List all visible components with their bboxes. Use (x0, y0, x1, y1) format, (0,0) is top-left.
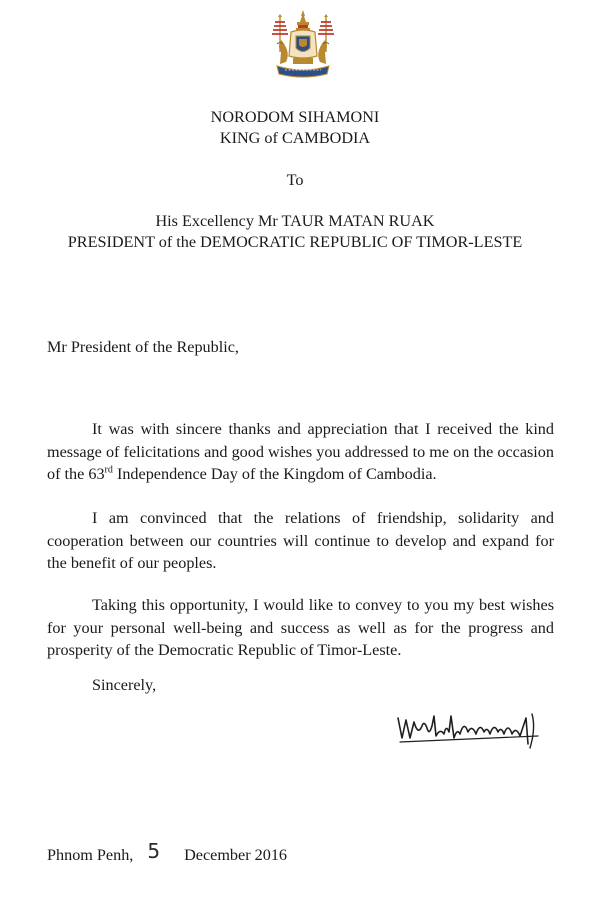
handwritten-signature-icon (394, 706, 544, 752)
recipient-name: His Excellency Mr TAUR MATAN RUAK (155, 212, 435, 230)
paragraph-3: Taking this opportunity, I would like to convey to you my best wishes for your personal well-being and success as well as for the progress and prosperity of the Democratic Republic of Timor-Leste. (47, 596, 554, 659)
sender-title: KING of CAMBODIA (219, 129, 371, 147)
salutation: Mr President of the Republic, (47, 338, 239, 356)
place: Phnom Penh, (47, 846, 134, 864)
paragraph-2: I am convinced that the relations of friendship, solidarity and cooperation between our countries will continue to develop and expand for the benefit of our peoples. (47, 509, 554, 572)
paragraph-1 (47, 418, 554, 486)
to-label: To (286, 171, 304, 189)
place-and-date (47, 839, 288, 865)
ordinal-suffix: rd (104, 464, 113, 476)
recipient-title: PRESIDENT of the DEMOCRATIC REPUBLIC OF TIMOR-LESTE (67, 233, 523, 251)
paragraph-1-tail: Independence Day of the Kingdom of Cambodia. (112, 465, 437, 483)
sender-name: NORODOM SIHAMONI (210, 108, 380, 126)
day-handwritten: 5 (147, 839, 161, 863)
royal-coat-of-arms-icon (263, 8, 343, 84)
month-year: December 2016 (184, 846, 288, 864)
closing: Sincerely, (92, 676, 157, 694)
paragraph-1-text: It was with sincere thanks and appreciation that I received the kind message of felicitations and good wishes you addressed to me on the occasion of the 63 (47, 420, 554, 483)
